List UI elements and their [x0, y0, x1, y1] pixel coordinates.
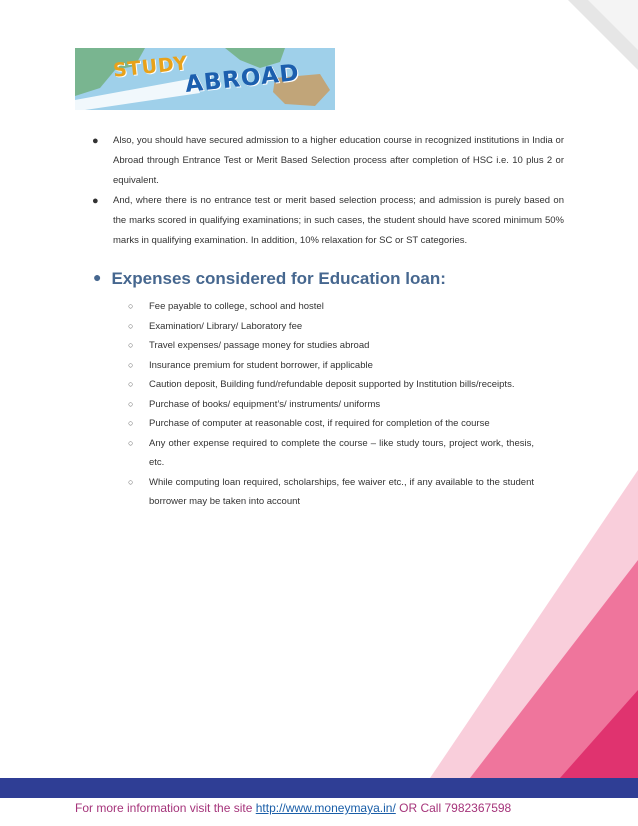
circle-bullet-icon: ○: [128, 359, 134, 370]
bullet-icon: ●: [93, 269, 102, 285]
footer-link[interactable]: http://www.moneymaya.in/: [255, 801, 396, 815]
footer-contact: [75, 801, 511, 815]
circle-bullet-icon: ○: [128, 398, 134, 409]
expense-text: Travel expenses/ passage money for studies abroad: [149, 340, 370, 351]
expense-text: Examination/ Library/ Laboratory fee: [149, 320, 303, 332]
circle-bullet-icon: ○: [128, 418, 134, 428]
circle-bullet-icon: ○: [128, 437, 134, 448]
section-heading-text: Expenses considered for Education loan:: [111, 269, 446, 288]
banner-text-abroad: ABROAD: [183, 60, 301, 98]
banner-text-study: STUDY: [112, 52, 190, 82]
circle-bullet-icon: ○: [128, 301, 134, 311]
expense-text: While computing loan required, scholarships, fee waiver etc., if any available to the student borrower may be taken into account: [149, 476, 534, 507]
bullet-icon: ●: [92, 195, 99, 207]
bullet-text: And, where there is no entrance test or merit based selection process; and admission is purely based on the marks scored in qualifying examinations; in such cases, the student should have scored minimum 50% marks in qualifying examination. In addition, 10% relaxation for SC or ST categories.: [113, 195, 564, 246]
bullet-text: Also, you should have secured admission to a higher education course in recognized institutions in India or Abroad through Entrance Test or Merit Based Selection process after completion of HSC i.e. 10 plus 2 or equivalent.: [113, 135, 564, 186]
footer-prefix: For more information visit the site: [75, 801, 256, 815]
circle-bullet-icon: ○: [128, 476, 134, 487]
expense-text: Insurance premium for student borrower, if applicable: [149, 359, 373, 371]
circle-bullet-icon: ○: [128, 379, 134, 389]
expense-text: Purchase of books/ equipment’s/ instruments/ uniforms: [149, 398, 381, 410]
expense-text: Fee payable to college, school and hostel: [149, 301, 324, 312]
footer-suffix: OR Call 7982367598: [395, 801, 512, 815]
expense-text: Caution deposit, Building fund/refundable deposit supported by Institution bills/receipts.: [149, 379, 515, 390]
expense-text: Any other expense required to complete the course – like study tours, project work, thesis, etc.: [149, 437, 534, 468]
expense-text: Purchase of computer at reasonable cost, if required for completion of the course: [149, 418, 490, 429]
circle-bullet-icon: ○: [128, 320, 134, 331]
bullet-icon: ●: [92, 135, 99, 147]
footer-bar: [0, 778, 638, 798]
circle-bullet-icon: ○: [128, 340, 134, 350]
